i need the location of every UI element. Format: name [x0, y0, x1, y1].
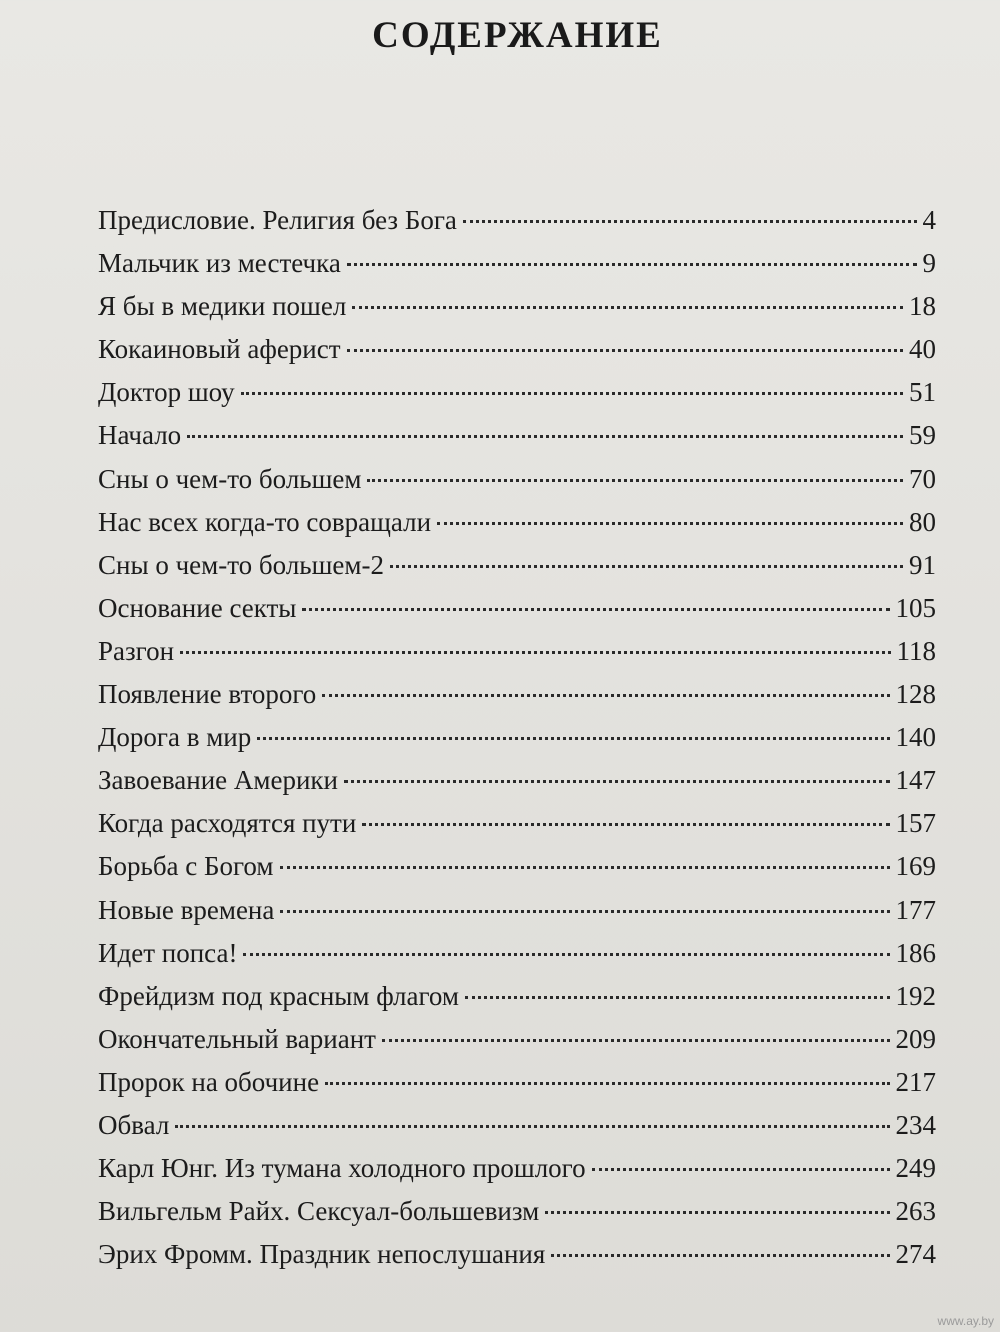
dot-leader [257, 737, 889, 740]
toc-entry [98, 501, 936, 544]
dot-leader [465, 996, 890, 999]
toc-entry-page-number: 4 [922, 205, 936, 235]
toc-entry-title: Мальчик из местечка [98, 248, 341, 279]
toc-entry [98, 975, 936, 1018]
toc-entry-title: Обвал [98, 1109, 170, 1140]
toc-entry-title: Доктор шоу [98, 377, 235, 408]
toc-entry [98, 802, 936, 845]
watermark: www.ay.by [937, 1314, 994, 1328]
toc-entry-title: Предисловие. Религия без Бога [98, 205, 457, 235]
toc-entry [98, 716, 936, 759]
toc-entry-title: Завоевание Америки [98, 765, 338, 796]
toc-entry [98, 1061, 936, 1104]
toc-entry [98, 371, 936, 414]
toc-entry [98, 458, 936, 501]
dot-leader [344, 780, 890, 783]
toc-entry-page-number: 40 [909, 334, 936, 365]
toc-entry-page-number: 70 [909, 463, 936, 494]
dot-leader [241, 392, 903, 395]
dot-leader [437, 522, 903, 525]
toc-entry-title: Начало [98, 420, 182, 451]
toc-entry-page-number: 186 [895, 937, 936, 968]
toc-entry-page-number: 118 [896, 635, 936, 666]
toc-entry [98, 328, 936, 371]
toc-entry [98, 932, 936, 975]
toc-entry [98, 1104, 936, 1147]
toc-entry-page-number: 140 [895, 722, 936, 753]
toc-entry-title: Карл Юнг. Из тумана холодного прошлого [98, 1153, 586, 1184]
toc-entry-page-number: 192 [895, 980, 936, 1011]
dot-leader [347, 349, 903, 352]
toc-entry-title: Нас всех когда-то совращали [98, 506, 432, 537]
toc-entry-title: Новые времена [98, 894, 275, 925]
toc-entry [98, 630, 936, 673]
dot-leader [382, 1039, 890, 1042]
dot-leader [390, 565, 903, 568]
dot-leader [592, 1168, 890, 1171]
page-title: СОДЕРЖАНИЕ [372, 15, 663, 56]
toc-entry [98, 414, 936, 457]
toc-entry-title: Вильгельм Райх. Сексуал-большевизм [98, 1196, 540, 1227]
dot-leader [243, 953, 889, 956]
dot-leader [463, 220, 917, 223]
toc-entry [98, 544, 936, 587]
toc-entry-page-number: 9 [922, 248, 936, 279]
toc-entry [98, 1233, 936, 1276]
toc-entry [98, 845, 936, 888]
dot-leader [280, 866, 890, 869]
toc-entry-title: Пророк на обочине [98, 1066, 320, 1097]
toc-entry-page-number: 105 [895, 592, 936, 623]
toc-entry-page-number: 217 [895, 1066, 936, 1097]
toc-entry [98, 587, 936, 630]
dot-leader [362, 823, 889, 826]
toc-entry-page-number: 249 [895, 1153, 936, 1184]
toc-entry-title: Фрейдизм под красным флагом [98, 980, 459, 1011]
toc-entry-page-number: 91 [909, 549, 936, 580]
dot-leader [325, 1082, 889, 1085]
toc-entry [98, 1190, 936, 1233]
toc-entry [98, 1018, 936, 1061]
toc-entry-page-number: 234 [895, 1109, 936, 1140]
table-of-contents [98, 199, 936, 1276]
dot-leader [322, 694, 889, 697]
toc-entry-title: Я бы в медики пошел [98, 291, 347, 322]
toc-entry-page-number: 18 [909, 291, 936, 322]
toc-entry-page-number: 209 [895, 1023, 936, 1054]
dot-leader [367, 479, 903, 482]
toc-entry-page-number: 147 [895, 765, 936, 796]
toc-entry-page-number: 51 [909, 377, 936, 408]
toc-entry-title: Разгон [98, 635, 175, 666]
toc-entry-page-number: 128 [895, 679, 936, 710]
toc-entry-page-number: 169 [895, 851, 936, 882]
dot-leader [347, 263, 917, 266]
toc-entry-title: Идет попса! [98, 937, 238, 968]
toc-entry-page-number: 177 [895, 894, 936, 925]
toc-entry [98, 285, 936, 328]
toc-entry [98, 889, 936, 932]
toc-entry-title: Окончательный вариант [98, 1023, 376, 1054]
dot-leader [175, 1125, 889, 1128]
toc-entry-page-number: 80 [909, 506, 936, 537]
dot-leader [187, 435, 903, 438]
toc-entry [98, 759, 936, 802]
dot-leader [551, 1254, 889, 1257]
toc-entry-title: Эрих Фромм. Праздник непослушания [98, 1239, 546, 1270]
toc-entry [98, 673, 936, 716]
toc-entry-title: Сны о чем-то большем [98, 463, 362, 494]
toc-entry-page-number: 157 [895, 808, 936, 839]
toc-entry-title: Борьба с Богом [98, 851, 274, 882]
toc-entry-title: Основание секты [98, 592, 297, 623]
dot-leader [352, 306, 903, 309]
dot-leader [545, 1211, 889, 1214]
toc-entry-title: Кокаиновый аферист [98, 334, 341, 365]
toc-entry-title: Дорога в мир [98, 722, 252, 753]
toc-entry [98, 199, 936, 242]
toc-entry-title: Когда расходятся пути [98, 808, 357, 839]
dot-leader [180, 651, 890, 654]
dot-leader [280, 910, 889, 913]
dot-leader [302, 608, 889, 611]
toc-entry [98, 1147, 936, 1190]
toc-entry-title: Сны о чем-то большем-2 [98, 549, 384, 580]
toc-entry-page-number: 263 [895, 1196, 936, 1227]
toc-entry-page-number: 274 [895, 1239, 936, 1270]
toc-entry [98, 242, 936, 285]
toc-entry-page-number: 59 [909, 420, 936, 451]
toc-entry-title: Появление второго [98, 679, 317, 710]
